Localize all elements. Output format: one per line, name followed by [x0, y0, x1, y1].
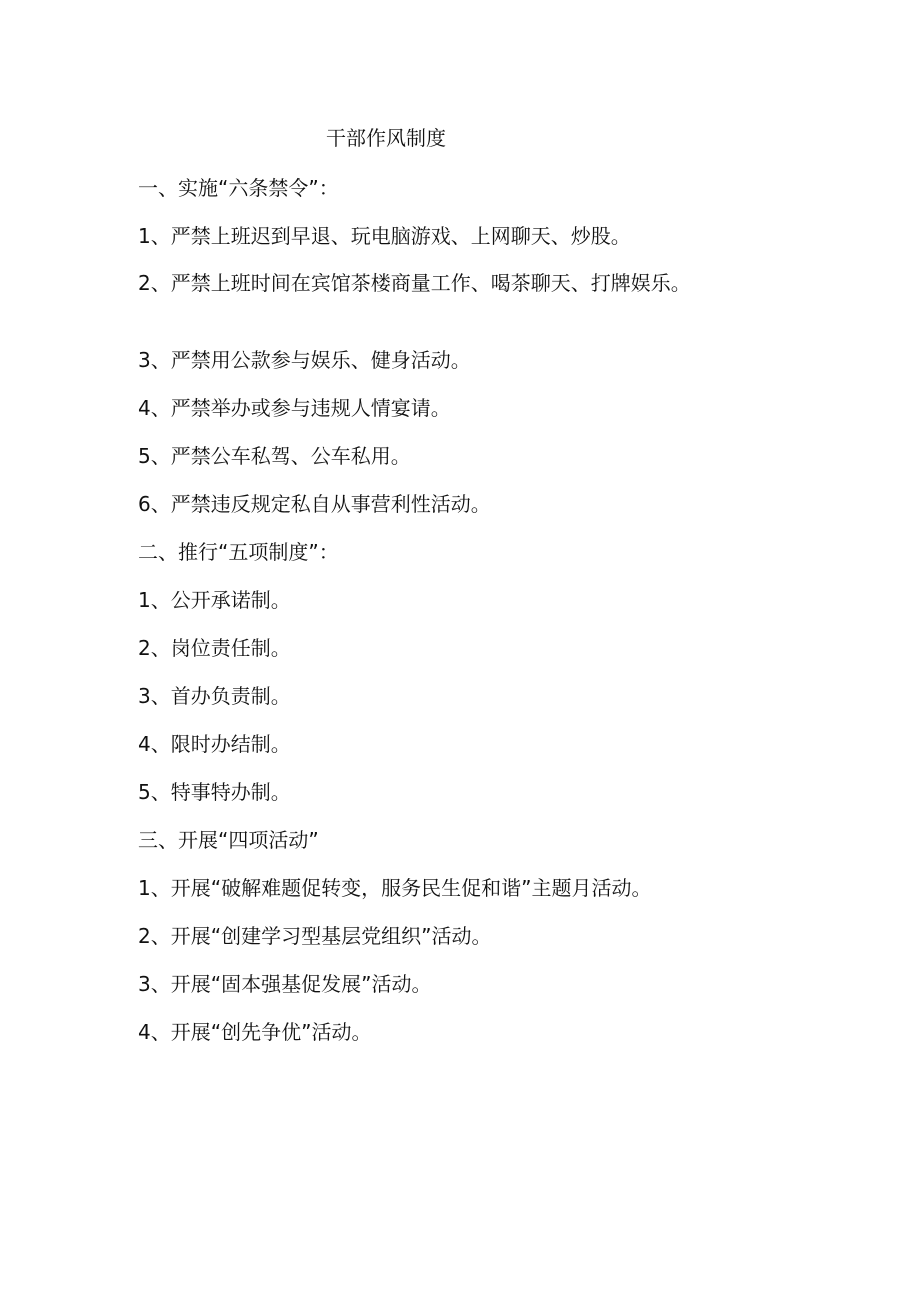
document-title: 干部作风制度 — [326, 126, 446, 150]
section-3-item-3: 3、开展“固本强基促发展”活动。 — [138, 972, 432, 996]
section-2-item-1: 1、公开承诺制。 — [138, 588, 291, 612]
section-2-item-2: 2、岗位责任制。 — [138, 636, 291, 660]
section-heading-1: 一、实施“六条禁令”： — [138, 176, 339, 200]
section-1-item-5: 5、严禁公车私驾、公车私用。 — [138, 444, 411, 468]
section-3-item-4: 4、开展“创先争优”活动。 — [138, 1020, 372, 1044]
section-1-item-1: 1、严禁上班迟到早退、玩电脑游戏、上网聊天、炒股。 — [138, 224, 631, 248]
section-2-item-4: 4、限时办结制。 — [138, 732, 291, 756]
section-3-item-1: 1、开展“破解难题促转变，服务民生促和谐”主题月活动。 — [138, 876, 652, 900]
section-1-item-3: 3、严禁用公款参与娱乐、健身活动。 — [138, 348, 471, 372]
section-3-item-2: 2、开展“创建学习型基层党组织”活动。 — [138, 924, 492, 948]
section-2-item-5: 5、特事特办制。 — [138, 780, 291, 804]
section-heading-2: 二、推行“五项制度”： — [138, 540, 339, 564]
section-1-item-4: 4、严禁举办或参与违规人情宴请。 — [138, 396, 451, 420]
section-1-item-6: 6、严禁违反规定私自从事营利性活动。 — [138, 492, 491, 516]
section-heading-3: 三、开展“四项活动” — [138, 828, 319, 852]
section-1-item-2: 2、严禁上班时间在宾馆茶楼商量工作、喝茶聊天、打牌娱乐。 — [138, 271, 691, 295]
section-2-item-3: 3、首办负责制。 — [138, 684, 291, 708]
